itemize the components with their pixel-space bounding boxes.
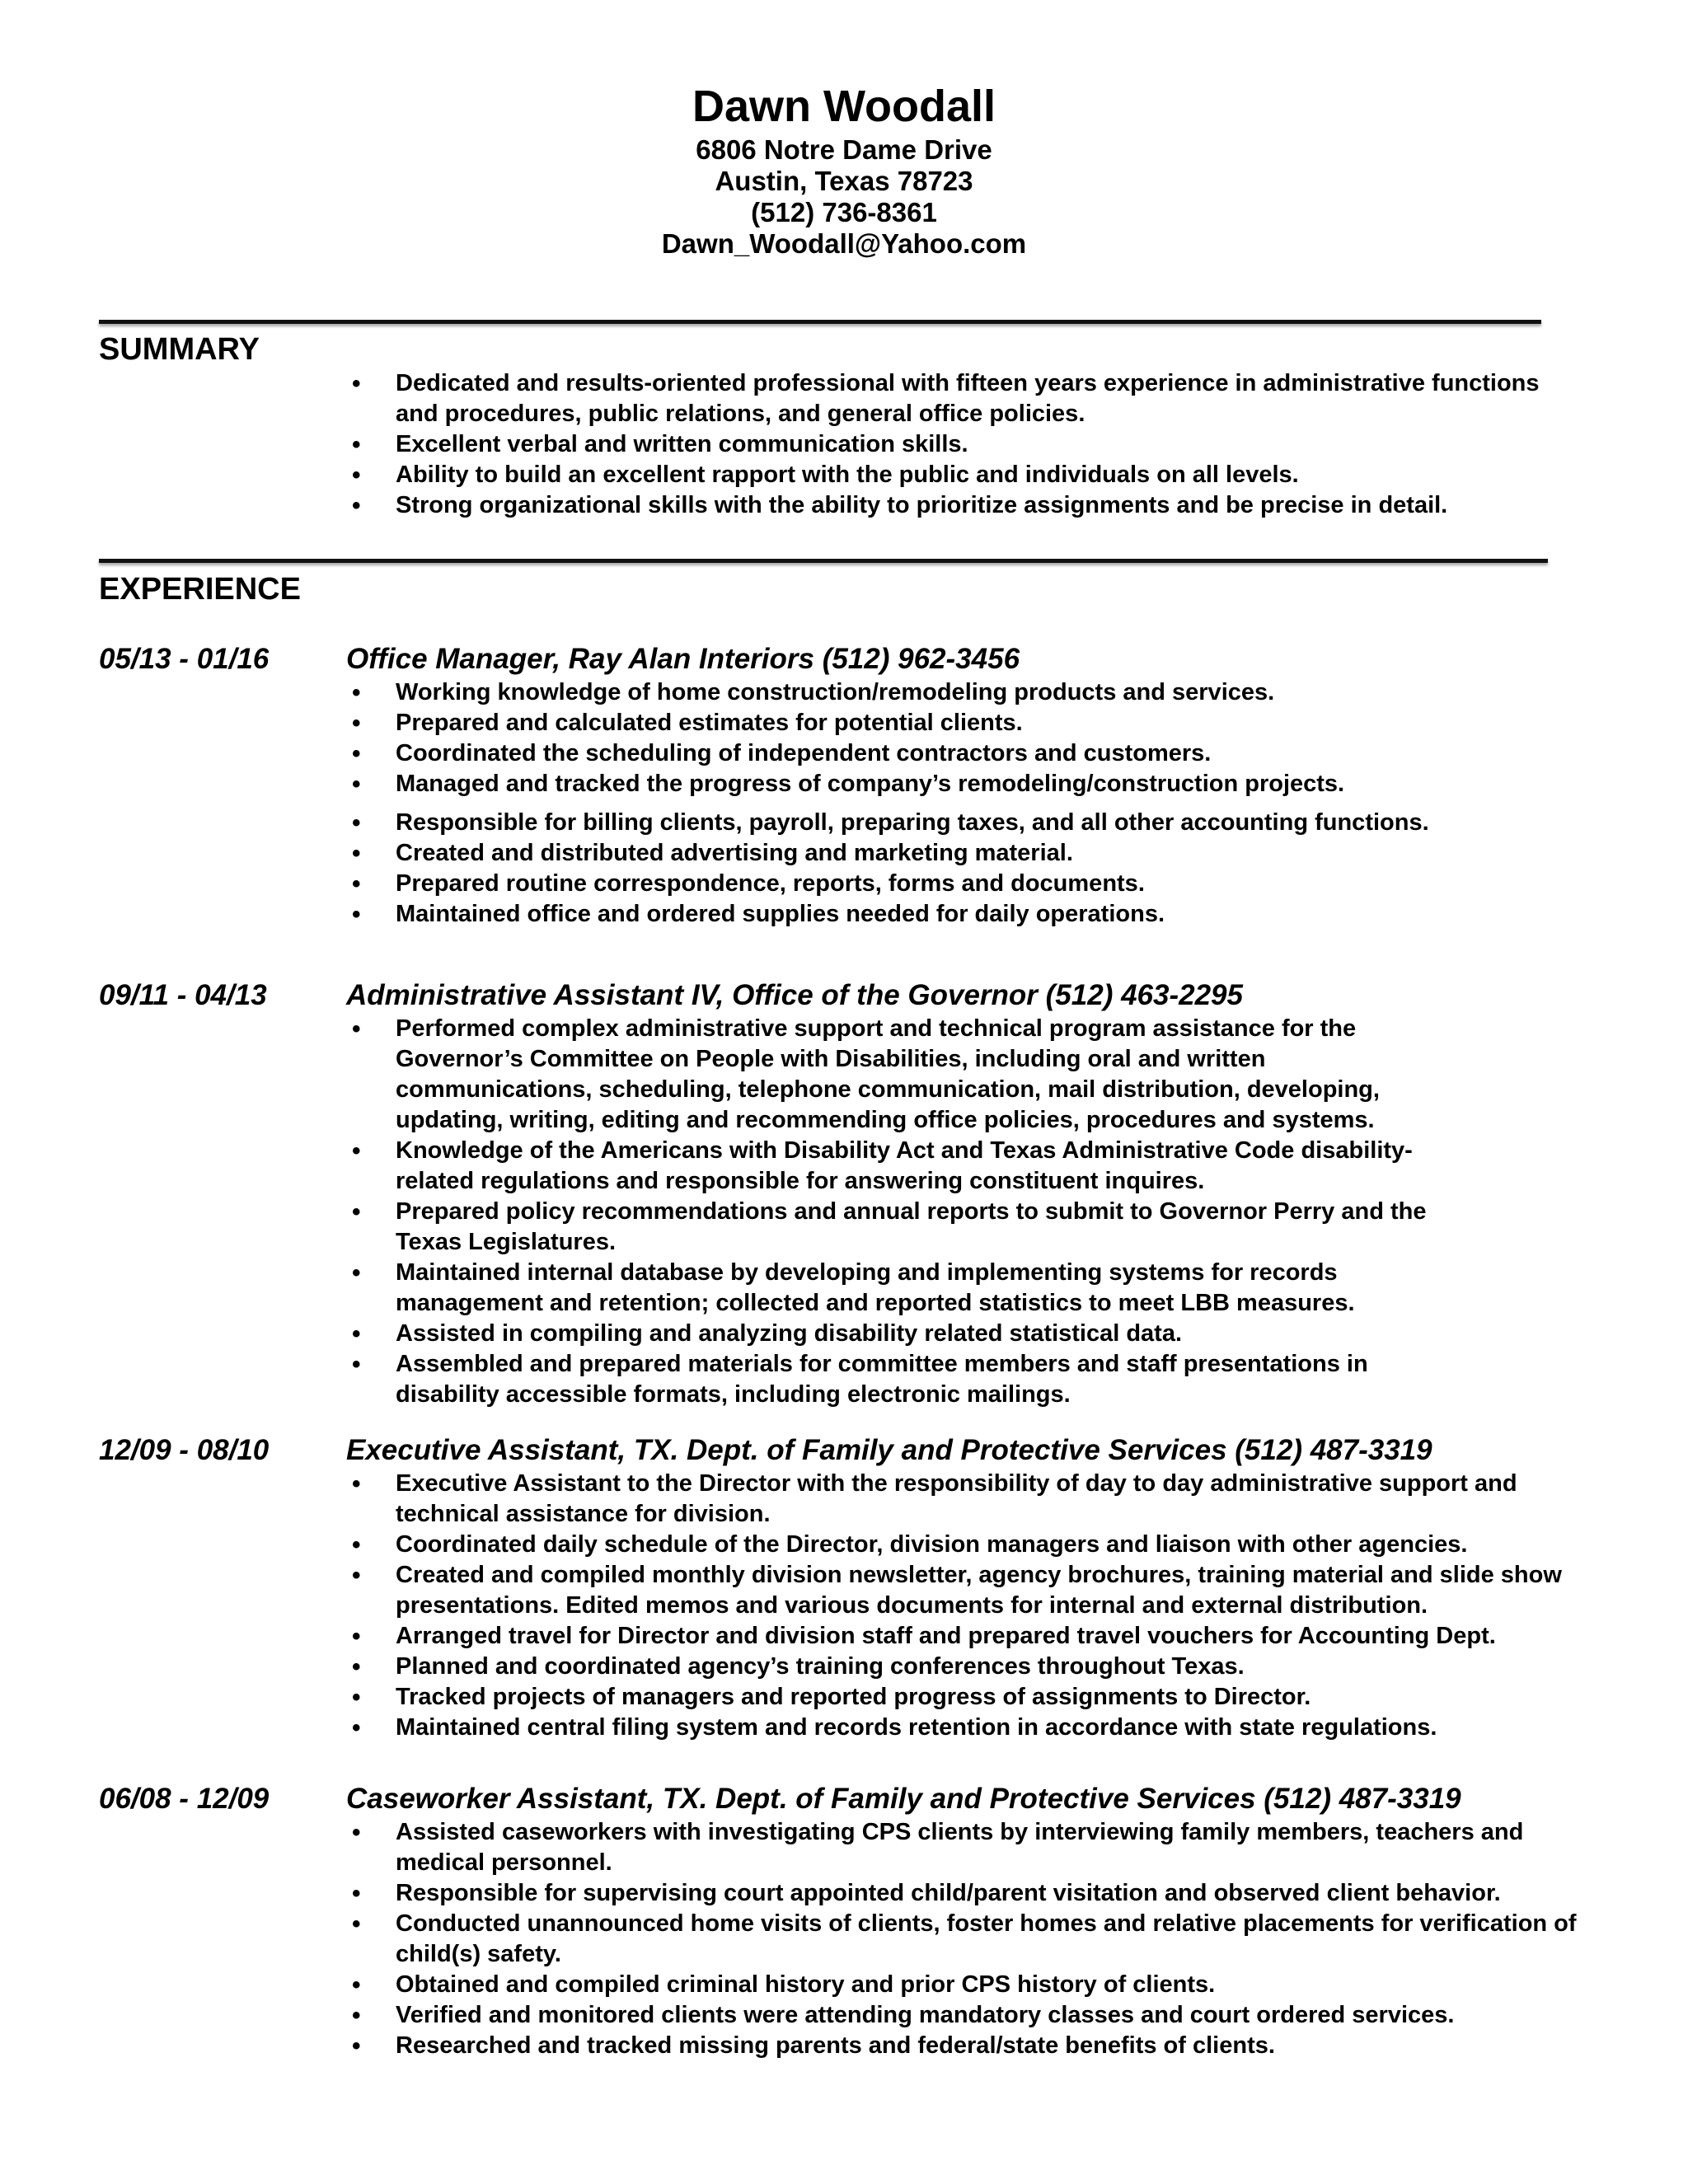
job-duty: • Assisted in compiling and analyzing disability related statistical data. bbox=[346, 1319, 1451, 1349]
summary-item: • Excellent verbal and written communication skills. bbox=[346, 429, 1582, 460]
street-address: 6806 Notre Dame Drive bbox=[696, 134, 992, 165]
job-duty: • Coordinated daily schedule of the Director, division managers and liaison with other agencies. bbox=[346, 1530, 1582, 1560]
job-duty: • Executive Assistant to the Director with the responsibility of day to day administrative support and technical assistance for division. bbox=[346, 1469, 1582, 1530]
job-duty: • Knowledge of the Americans with Disability Act and Texas Administrative Code disability-related regulations and responsible for answering constituent inquires. bbox=[346, 1136, 1451, 1197]
job-duty: • Coordinated the scheduling of independent contractors and customers. bbox=[346, 738, 1582, 769]
summary-item: • Strong organizational skills with the ability to prioritize assignments and be precise in detail. bbox=[346, 490, 1582, 521]
job-duties-list bbox=[346, 1817, 1582, 2061]
summary-item: • Dedicated and results-oriented professional with fifteen years experience in administrative functions and procedures, public relations, and general office policies. bbox=[346, 368, 1582, 429]
job-duty: • Working knowledge of home construction/remodeling products and services. bbox=[346, 677, 1582, 708]
job-duties-list bbox=[346, 1014, 1451, 1410]
job-title: Administrative Assistant IV, Office of the Governor (512) 463-2295 bbox=[346, 979, 1243, 1011]
job-duty: • Created and distributed advertising and marketing material. bbox=[346, 838, 1582, 869]
job-duty: • Verified and monitored clients were attending mandatory classes and court ordered services. bbox=[346, 2000, 1582, 2031]
job-duty: • Performed complex administrative support and technical program assistance for the Governor’s Committee on People with Disabilities, including oral and written communications, scheduling, telephone communication, mail distribution, developing, updating, writing, editing and recommending office policies, procedures and systems. bbox=[346, 1014, 1451, 1136]
job-duty: • Responsible for supervising court appointed child/parent visitation and observed client behavior. bbox=[346, 1878, 1582, 1909]
summary-heading: SUMMARY bbox=[99, 332, 260, 367]
email-address: Dawn_Woodall@Yahoo.com bbox=[661, 228, 1027, 259]
job-duty: • Assembled and prepared materials for committee members and staff presentations in disability accessible formats, including electronic mailings. bbox=[346, 1349, 1451, 1410]
resume-header bbox=[0, 78, 1688, 260]
job-duty: • Prepared policy recommendations and annual reports to submit to Governor Perry and the Texas Legislatures. bbox=[346, 1197, 1451, 1258]
phone-number: (512) 736-8361 bbox=[751, 197, 937, 227]
job-duty: • Created and compiled monthly division newsletter, agency brochures, training material and slide show presentations. Edited memos and various documents for internal and external distribution. bbox=[346, 1560, 1582, 1621]
job-duty: • Prepared routine correspondence, reports, forms and documents. bbox=[346, 869, 1582, 899]
job-duty: • Prepared and calculated estimates for potential clients. bbox=[346, 708, 1582, 738]
job-duty: • Maintained office and ordered supplies needed for daily operations. bbox=[346, 899, 1582, 930]
job-duty: • Tracked projects of managers and reported progress of assignments to Director. bbox=[346, 1682, 1582, 1713]
job-dates: 09/11 - 04/13 bbox=[99, 979, 267, 1011]
job-duties-list bbox=[346, 1469, 1582, 1743]
job-title: Executive Assistant, TX. Dept. of Family and Protective Services (512) 487-3319 bbox=[346, 1434, 1432, 1466]
job-duty: • Obtained and compiled criminal history and prior CPS history of clients. bbox=[346, 1970, 1582, 2000]
job-duty: • Maintained central filing system and records retention in accordance with state regulations. bbox=[346, 1713, 1582, 1743]
summary-divider bbox=[99, 320, 1541, 324]
job-duties-list bbox=[346, 677, 1582, 930]
experience-divider bbox=[99, 559, 1548, 563]
job-duty: • Assisted caseworkers with investigating CPS clients by interviewing family members, teachers and medical personnel. bbox=[346, 1817, 1582, 1878]
job-duty: • Conducted unannounced home visits of clients, foster homes and relative placements for verification of child(s) safety. bbox=[346, 1909, 1582, 1970]
job-dates: 05/13 - 01/16 bbox=[99, 643, 270, 675]
job-duty: • Managed and tracked the progress of company’s remodeling/construction projects. bbox=[346, 769, 1582, 799]
job-duty: • Maintained internal database by developing and implementing systems for records management and retention; collected and reported statistics to meet LBB measures. bbox=[346, 1258, 1451, 1319]
job-duty: • Arranged travel for Director and division staff and prepared travel vouchers for Accounting Dept. bbox=[346, 1621, 1582, 1652]
job-dates: 12/09 - 08/10 bbox=[99, 1434, 270, 1466]
summary-list bbox=[346, 368, 1582, 521]
job-duty: • Researched and tracked missing parents and federal/state benefits of clients. bbox=[346, 2031, 1582, 2061]
candidate-name: Dawn Woodall bbox=[692, 82, 996, 131]
job-dates: 06/08 - 12/09 bbox=[99, 1783, 270, 1815]
job-title: Office Manager, Ray Alan Interiors (512) 962-3456 bbox=[346, 643, 1020, 675]
job-duty: • Planned and coordinated agency’s training conferences throughout Texas. bbox=[346, 1652, 1582, 1682]
summary-item: • Ability to build an excellent rapport with the public and individuals on all levels. bbox=[346, 460, 1582, 490]
city-state-zip: Austin, Texas 78723 bbox=[715, 166, 973, 196]
job-title: Caseworker Assistant, TX. Dept. of Family and Protective Services (512) 487-3319 bbox=[346, 1783, 1461, 1815]
job-duty: • Responsible for billing clients, payroll, preparing taxes, and all other accounting functions. bbox=[346, 808, 1582, 838]
experience-heading: EXPERIENCE bbox=[99, 572, 301, 607]
